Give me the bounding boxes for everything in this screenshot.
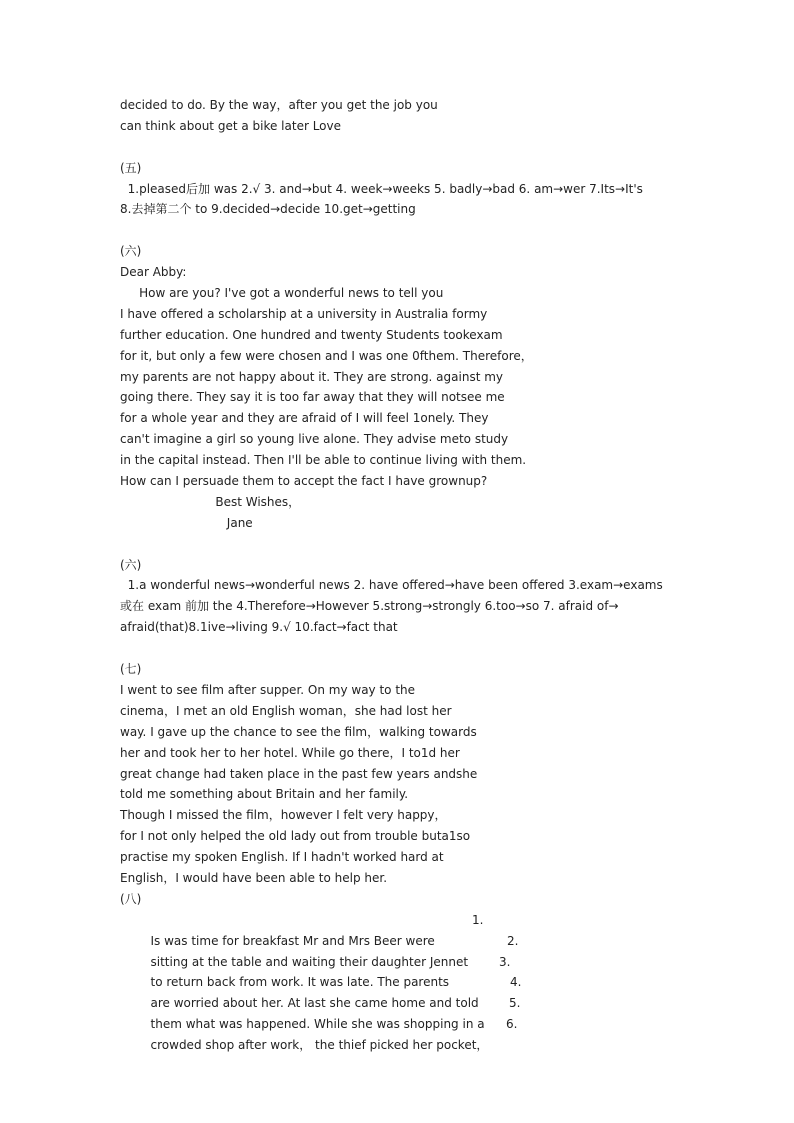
text-line: decided to do. By the way，after you get the job you	[120, 98, 438, 112]
exercise-line	[120, 931, 680, 969]
answer-line: afraid(that)8.1ive→living 9.√ 10.fact→fact that	[120, 620, 398, 635]
letter-closing: Best Wishes，	[120, 494, 301, 509]
exercise-number: 6.	[506, 1017, 518, 1032]
exercise-text: sitting at the table and waiting their daughter Jennet	[150, 954, 469, 969]
letter-line: How can I persuade them to accept the fact I have grownup?	[120, 474, 488, 489]
exercise-line	[120, 910, 680, 948]
answer-line: 1.pleased后加 was 2.√ 3. and→but 4. week→weeks 5. badly→bad 6. am→wer 7.Its→It's	[120, 181, 643, 196]
exercise-number: 2.	[507, 933, 519, 948]
letter-line: going there. They say it is too far away that they will notsee me	[120, 390, 505, 405]
passage-line: great change had taken place in the past few years andshe	[120, 766, 478, 781]
exercise-number: 1.	[472, 912, 484, 927]
document-content	[120, 95, 680, 1053]
letter-line: How are you? I've got a wonderful news to tell you	[120, 286, 444, 301]
exercise-number: 5.	[509, 996, 521, 1011]
letter-greeting: Dear Abby:	[120, 265, 187, 280]
passage-line: told me something about Britain and her family.	[120, 787, 409, 802]
text-line: can think about get a bike later Love	[120, 118, 342, 133]
letter-line: can't imagine a girl so young live alone. They advise meto study	[120, 432, 509, 447]
passage-line: her and took her to her hotel. While go there，I to1d her	[120, 745, 460, 760]
exercise-text: to return back from work. It was late. The parents	[150, 975, 450, 990]
passage-line: for I not only helped the old lady out from trouble buta1so	[120, 829, 471, 844]
exercise-line	[120, 972, 680, 1011]
answer-line: 或在 exam 前加 the 4.Therefore→However 5.strong→strongly 6.too→so 7. afraid of→	[120, 599, 619, 614]
section-heading: (五)	[120, 160, 142, 175]
passage-line: I went to see film after supper. On my way to the	[120, 682, 416, 697]
exercise-line	[120, 1014, 680, 1053]
section-6-letter	[120, 241, 680, 533]
exercise-number: 3.	[499, 954, 511, 969]
passage-line: Though I missed the film，however I felt very happy，	[120, 808, 447, 823]
letter-line: for it, but only a few were chosen and I was one 0fthem. Therefore，	[120, 348, 533, 363]
exercise-text: Is was time for breakfast Mr and Mrs Beer were	[150, 933, 435, 948]
letter-line: I have offered a scholarship at a university in Australia formy	[120, 306, 488, 321]
letter-line: for a whole year and they are afraid of I will feel 1onely. They	[120, 411, 489, 426]
exercise-number: 4.	[510, 975, 522, 990]
passage-line: cinema，I met an old English woman，she had lost her	[120, 703, 452, 718]
section-heading: (六)	[120, 557, 142, 572]
intro-block	[120, 95, 680, 137]
letter-line: further education. One hundred and twenty Students tookexam	[120, 327, 503, 342]
section-7-passage	[120, 659, 680, 889]
answer-line: 1.a wonderful news→wonderful news 2. have offered→have been offered 3.exam→exams	[120, 578, 663, 593]
passage-line: way. I gave up the chance to see the film，walking towards	[120, 724, 477, 739]
passage-line: practise my spoken English. If I hadn't worked hard at	[120, 850, 444, 865]
section-heading: (六)	[120, 244, 142, 259]
exercise-text: them what was happened. While she was shopping in a	[150, 1017, 485, 1032]
exercise-text: are worried about her. At last she came home and told	[150, 996, 479, 1011]
letter-line: in the capital instead. Then I'll be able to continue living with them.	[120, 453, 527, 468]
passage-line: English，I would have been able to help her.	[120, 870, 388, 885]
section-8-passage	[120, 889, 680, 1053]
exercise-line	[120, 993, 680, 1032]
letter-signature: Jane	[120, 515, 253, 530]
exercise-line	[120, 952, 680, 990]
section-heading: (七)	[120, 662, 142, 677]
answer-line: 8.去掉第二个 to 9.decided→decide 10.get→getting	[120, 202, 416, 217]
section-5-answers	[120, 158, 680, 221]
section-6-answers	[120, 555, 680, 639]
letter-line: my parents are not happy about it. They are strong. against my	[120, 369, 504, 384]
exercise-text: crowded shop after work， the thief picked her pocket，	[150, 1038, 489, 1053]
section-heading: (八)	[120, 891, 142, 906]
